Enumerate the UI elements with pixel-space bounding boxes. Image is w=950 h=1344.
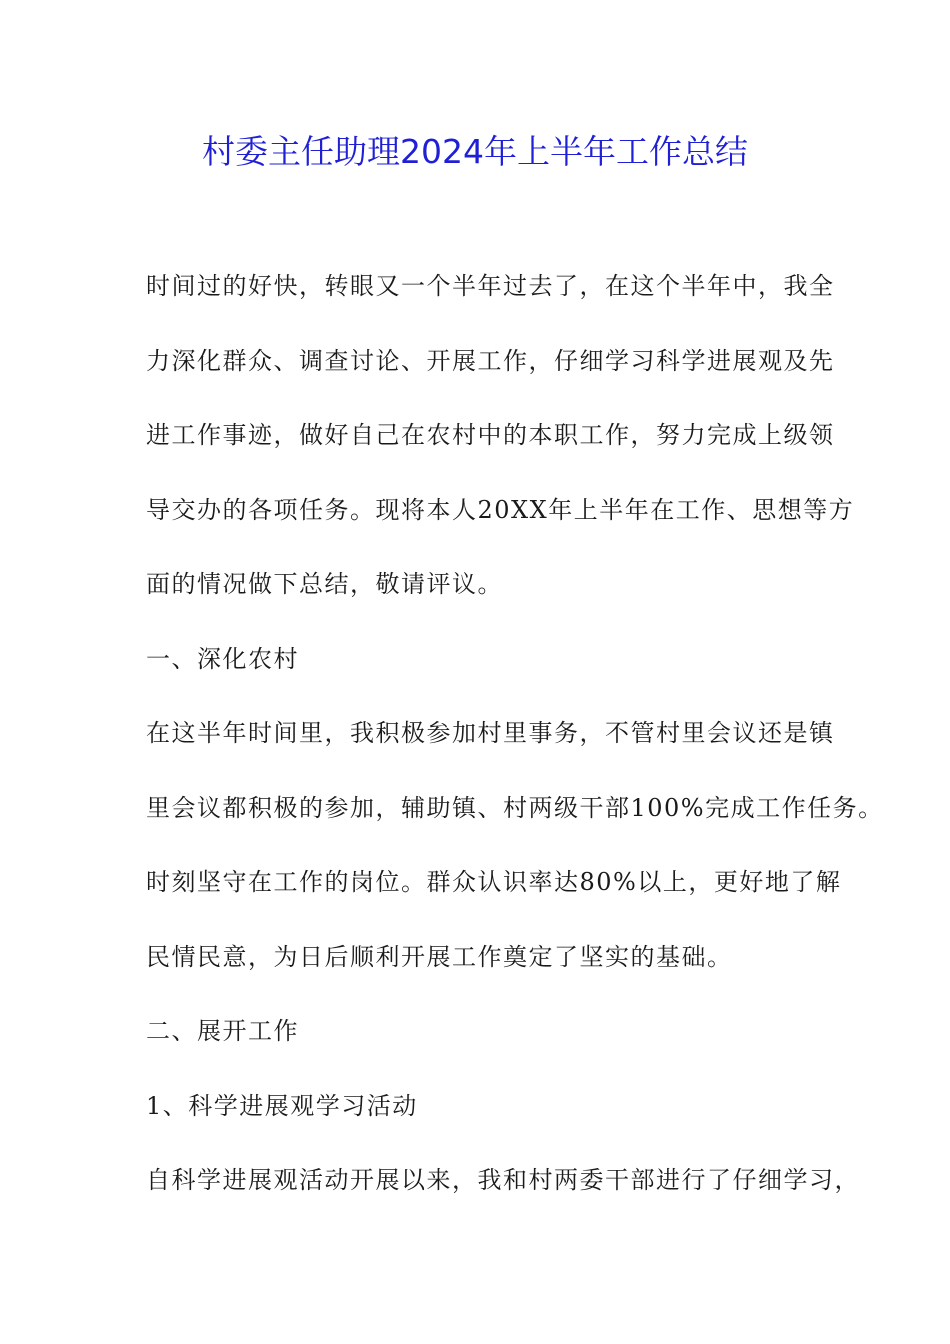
paragraph-line: 导交办的各项任务。现将本人20XX年上半年在工作、思想等方 (146, 495, 855, 524)
paragraph-line: 在这半年时间里，我积极参加村里事务，不管村里会议还是镇 (146, 719, 835, 747)
paragraph-line: 时刻坚守在工作的岗位。群众认识率达80%以上，更好地了解 (146, 868, 842, 896)
paragraph-line: 力深化群众、调查讨论、开展工作，仔细学习科学进展观及先 (146, 346, 835, 375)
paragraph-line: 时间过的好快，转眼又一个半年过去了，在这个半年中，我全 (146, 272, 835, 300)
section-heading: 二、展开工作 (146, 1017, 299, 1045)
paragraph-line: 民情民意，为日后顺利开展工作奠定了坚实的基础。 (146, 942, 733, 971)
document-body (146, 263, 884, 1232)
paragraph-line: 进工作事迹，做好自己在农村中的本职工作，努力完成上级领 (146, 421, 835, 449)
document-title: 村委主任助理2024年上半年工作总结 (202, 132, 748, 171)
subsection-heading: 1、科学进展观学习活动 (146, 1091, 418, 1120)
paragraph-line: 里会议都积极的参加，辅助镇、村两级干部100%完成工作任务。 (146, 793, 884, 822)
paragraph-line: 面的情况做下总结，敬请评议。 (146, 570, 503, 598)
section-heading: 一、深化农村 (146, 644, 299, 673)
paragraph-line: 自科学进展观活动开展以来，我和村两委干部进行了仔细学习， (146, 1166, 860, 1194)
